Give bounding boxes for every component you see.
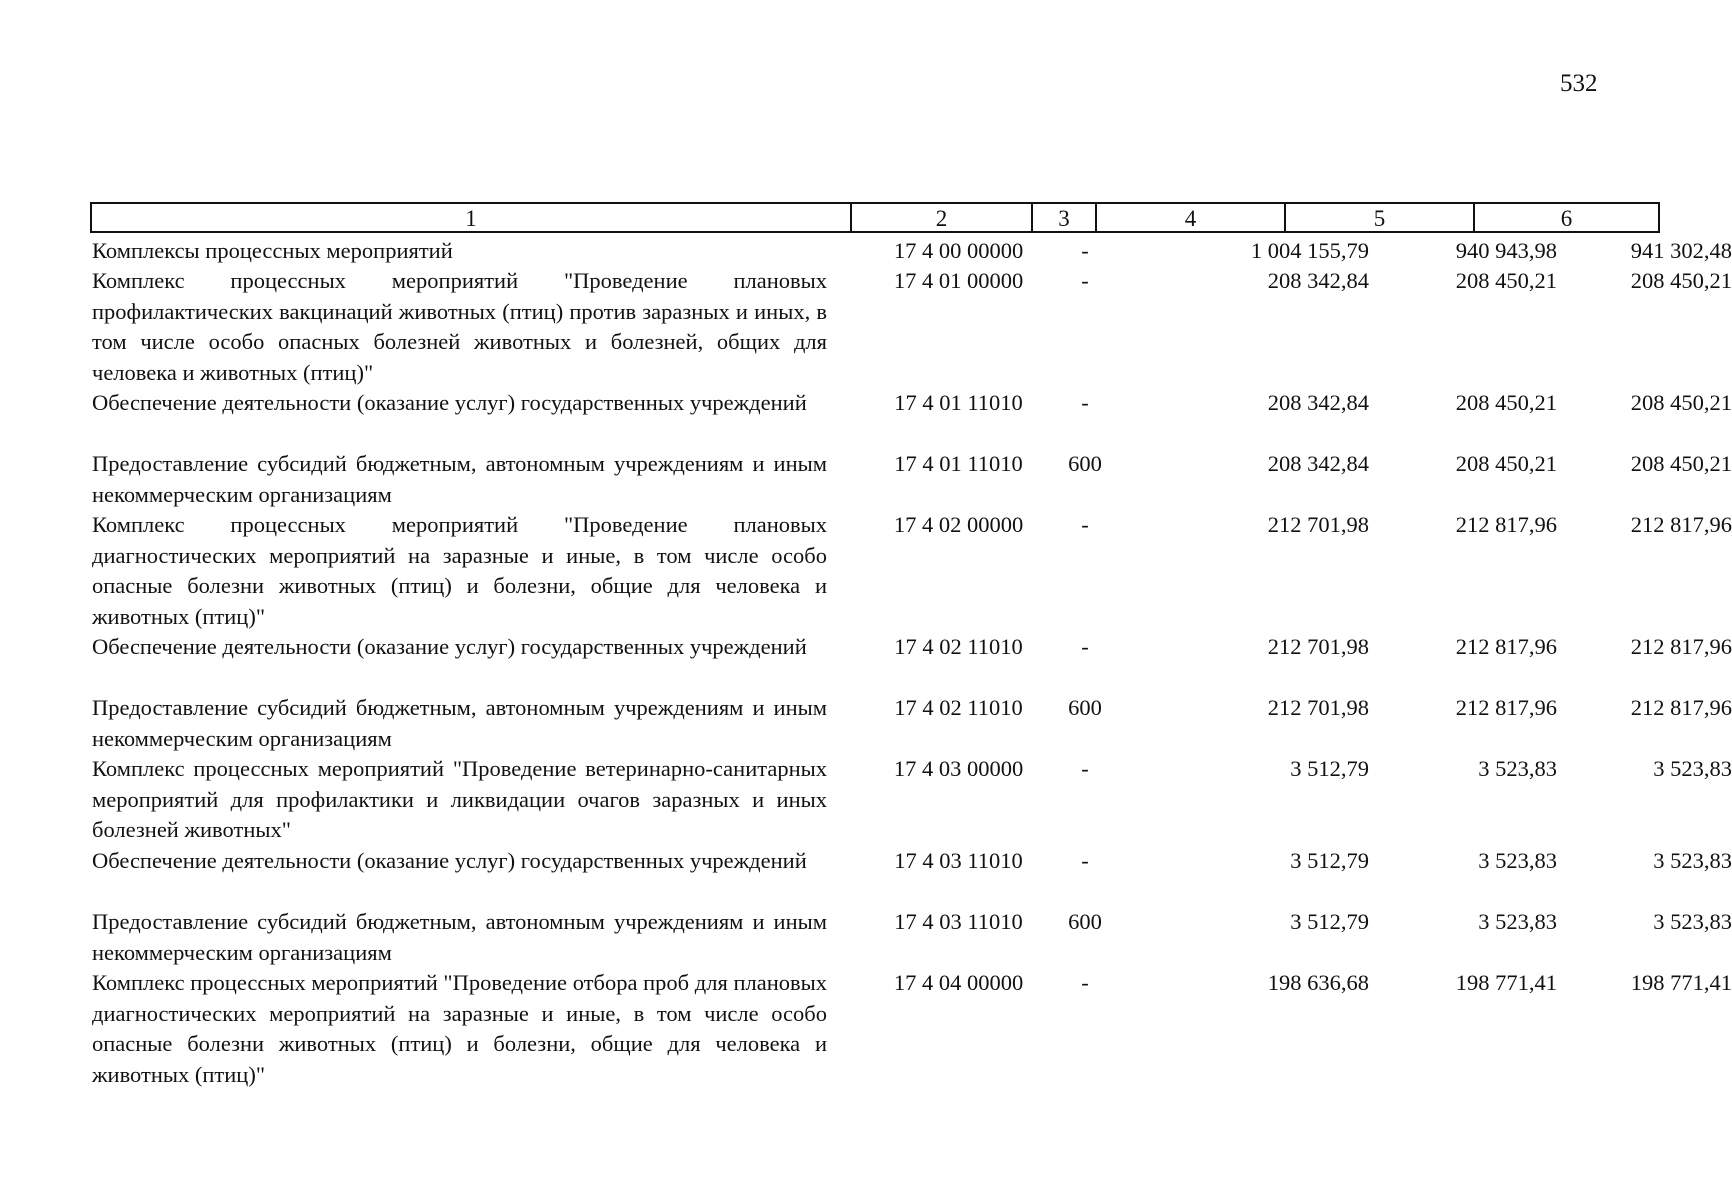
row-description: Комплекс процессных мероприятий "Проведение плановых профилактических вакцинаций животных (птиц) против заразных и иных, в том числе особо опасных болезней животных и болезней, общих для человека и животных (птиц)" — [92, 268, 827, 385]
row-expense-type: - — [1081, 970, 1089, 995]
row-expense-type: - — [1081, 848, 1089, 873]
row-expense-type: - — [1081, 634, 1089, 659]
row-amount-col6: 212 817,96 — [1630, 634, 1732, 659]
row-amount-col4: 198 636,68 — [1267, 970, 1369, 995]
row-amount-col4: 208 342,84 — [1267, 390, 1369, 415]
row-amount-col4: 208 342,84 — [1267, 268, 1369, 293]
header-cell-4: 4 — [1095, 202, 1286, 233]
row-description: Обеспечение деятельности (оказание услуг) государственных учреждений — [92, 634, 807, 659]
row-code: 17 4 03 11010 — [894, 848, 1023, 873]
row-code: 17 4 02 11010 — [894, 695, 1023, 720]
row-amount-col6: 208 450,21 — [1630, 451, 1732, 476]
row-expense-type: - — [1081, 756, 1089, 781]
row-amount-col4: 3 512,79 — [1290, 848, 1369, 873]
row-expense-type: - — [1081, 512, 1089, 537]
row-amount-col6: 208 450,21 — [1630, 390, 1732, 415]
row-description: Комплекс процессных мероприятий "Проведение плановых диагностических мероприятий на заразные и иные, в том числе особо опасные болезни животных (птиц) и болезни, общие для человека и животных (птиц)" — [92, 512, 827, 629]
row-code: 17 4 02 11010 — [894, 634, 1023, 659]
row-description: Комплекс процессных мероприятий "Проведение ветеринарно-санитарных мероприятий для профилактики и ликвидации очагов заразных и иных болезней животных" — [92, 756, 827, 842]
row-amount-col4: 208 342,84 — [1267, 451, 1369, 476]
row-amount-col5: 3 523,83 — [1478, 756, 1557, 781]
row-code: 17 4 03 11010 — [894, 909, 1023, 934]
row-amount-col4: 3 512,79 — [1290, 756, 1369, 781]
row-description: Комплекс процессных мероприятий "Проведение отбора проб для плановых диагностических мероприятий на заразные и иные, в том числе особо опасные болезни животных (птиц) и болезни, общие для человека и животных (птиц)" — [92, 970, 827, 1087]
header-cell-1: 1 — [90, 202, 852, 233]
row-expense-type: - — [1081, 238, 1089, 263]
row-code: 17 4 01 11010 — [894, 451, 1023, 476]
row-amount-col5: 212 817,96 — [1455, 634, 1557, 659]
row-amount-col4: 212 701,98 — [1267, 695, 1369, 720]
row-amount-col5: 208 450,21 — [1455, 268, 1557, 293]
row-amount-col5: 198 771,41 — [1455, 970, 1557, 995]
row-amount-col4: 3 512,79 — [1290, 909, 1369, 934]
row-amount-col5: 3 523,83 — [1478, 909, 1557, 934]
row-amount-col5: 212 817,96 — [1455, 512, 1557, 537]
header-cell-2: 2 — [850, 202, 1033, 233]
row-description: Предоставление субсидий бюджетным, автономным учреждениям и иным некоммерческим организациям — [92, 695, 827, 751]
row-code: 17 4 04 00000 — [893, 970, 1024, 995]
row-amount-col6: 212 817,96 — [1630, 512, 1732, 537]
table-header-row — [90, 202, 1660, 235]
page-number: 532 — [1560, 70, 1598, 97]
row-amount-col5: 208 450,21 — [1455, 451, 1557, 476]
row-amount-col6: 3 523,83 — [1653, 756, 1732, 781]
row-code: 17 4 01 00000 — [893, 268, 1024, 293]
header-cell-5: 5 — [1284, 202, 1475, 233]
row-description: Предоставление субсидий бюджетным, автономным учреждениям и иным некоммерческим организациям — [92, 451, 827, 507]
row-amount-col6: 212 817,96 — [1630, 695, 1732, 720]
row-code: 17 4 01 11010 — [894, 390, 1023, 415]
row-description: Обеспечение деятельности (оказание услуг) государственных учреждений — [92, 390, 807, 415]
row-expense-type: - — [1081, 268, 1089, 293]
header-cell-6: 6 — [1473, 202, 1660, 233]
row-amount-col6: 3 523,83 — [1653, 909, 1732, 934]
row-amount-col5: 940 943,98 — [1455, 238, 1557, 263]
row-expense-type: 600 — [1068, 695, 1102, 720]
row-expense-type: 600 — [1068, 909, 1102, 934]
row-code: 17 4 02 00000 — [893, 512, 1024, 537]
row-description: Предоставление субсидий бюджетным, автономным учреждениям и иным некоммерческим организациям — [92, 909, 827, 965]
row-code: 17 4 00 00000 — [893, 238, 1024, 263]
row-description: Обеспечение деятельности (оказание услуг) государственных учреждений — [92, 848, 807, 873]
row-amount-col5: 3 523,83 — [1478, 848, 1557, 873]
header-cell-3: 3 — [1031, 202, 1097, 233]
row-amount-col6: 941 302,48 — [1630, 238, 1732, 263]
row-amount-col4: 1 004 155,79 — [1250, 238, 1369, 263]
row-amount-col6: 208 450,21 — [1630, 268, 1732, 293]
row-amount-col5: 212 817,96 — [1455, 695, 1557, 720]
row-expense-type: 600 — [1068, 451, 1102, 476]
row-code: 17 4 03 00000 — [893, 756, 1024, 781]
row-amount-col5: 208 450,21 — [1455, 390, 1557, 415]
row-amount-col6: 198 771,41 — [1630, 970, 1732, 995]
row-amount-col4: 212 701,98 — [1267, 634, 1369, 659]
row-amount-col6: 3 523,83 — [1653, 848, 1732, 873]
row-description: Комплексы процессных мероприятий — [92, 238, 453, 263]
row-expense-type: - — [1081, 390, 1089, 415]
row-amount-col4: 212 701,98 — [1267, 512, 1369, 537]
